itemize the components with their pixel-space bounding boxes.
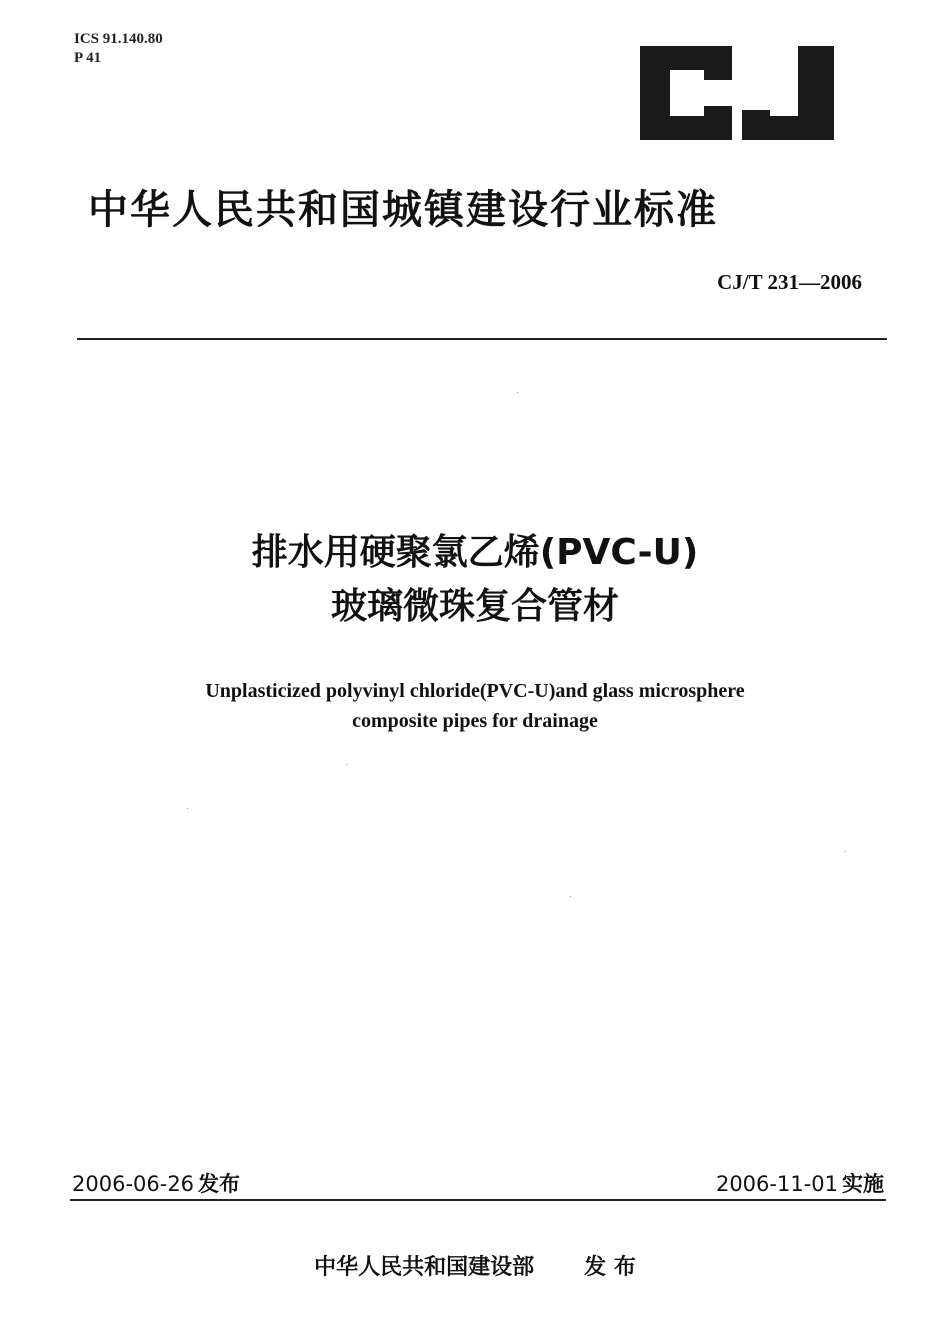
publisher-action: 发 布 <box>584 1255 636 1280</box>
issue-date-block <box>72 1168 240 1198</box>
scan-speck <box>517 392 518 393</box>
classification-codes <box>74 30 163 68</box>
issue-date: 2006-06-26 <box>72 1172 195 1196</box>
title-english <box>0 676 950 736</box>
standard-code: CJ/T 231—2006 <box>717 270 862 294</box>
standard-organization: 中华人民共和国城镇建设行业标准 <box>88 187 718 233</box>
title-chinese <box>0 526 950 634</box>
title-en-line-2: composite pipes for drainage <box>352 710 598 732</box>
publisher-line <box>0 1250 950 1281</box>
logo-letter-c <box>640 46 732 140</box>
scan-speck <box>187 808 188 809</box>
issue-label: 发布 <box>198 1172 241 1196</box>
title-en-line-1: Unplasticized polyvinyl chloride(PVC-U)and glass microsphere <box>205 680 745 702</box>
implement-date: 2006-11-01 <box>715 1172 838 1196</box>
header-divider <box>77 338 887 340</box>
implement-date-block <box>716 1168 884 1198</box>
title-cn-line-2: 玻璃微珠复合管材 <box>330 586 619 627</box>
ccs-code: P 41 <box>74 50 102 66</box>
scan-speck <box>346 764 347 765</box>
implement-label: 实施 <box>842 1172 884 1196</box>
footer-divider <box>70 1199 886 1201</box>
scan-speck <box>845 851 846 852</box>
ics-code: ICS 91.140.80 <box>74 31 163 47</box>
cj-logo <box>640 46 834 140</box>
publisher-name: 中华人民共和国建设部 <box>314 1255 535 1280</box>
scan-speck <box>570 896 571 897</box>
title-cn-line-1: 排水用硬聚氯乙烯(PVC-U) <box>251 532 699 573</box>
logo-letter-j <box>742 46 834 140</box>
